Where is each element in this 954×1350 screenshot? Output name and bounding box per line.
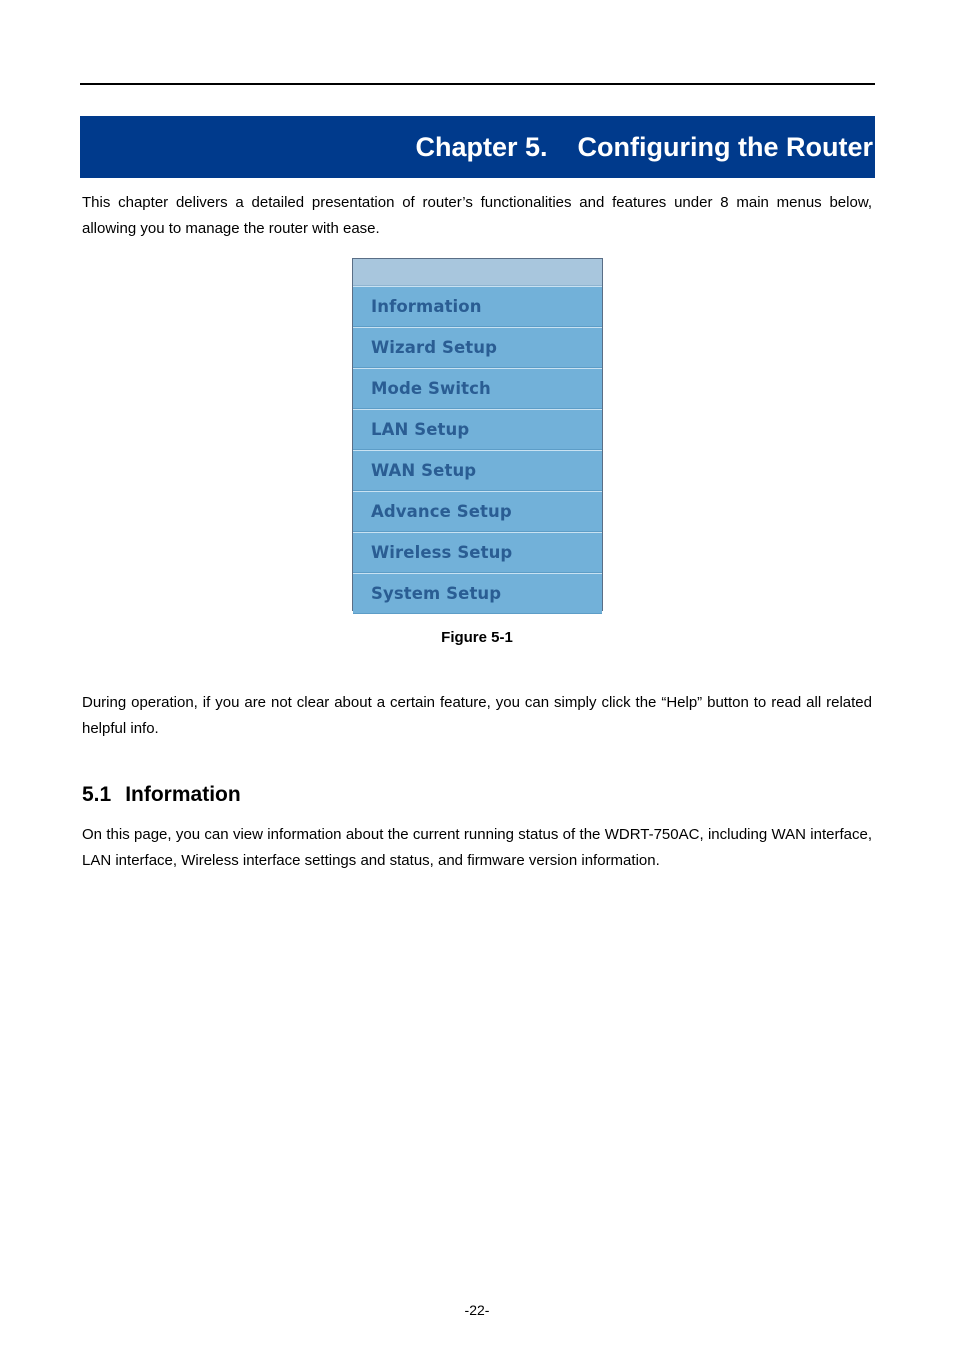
menu-item-label: WAN Setup: [371, 461, 477, 480]
menu-item-wizard-setup[interactable]: [353, 327, 602, 368]
menu-item-system-setup[interactable]: [353, 573, 602, 614]
page-number: -22-: [464, 1302, 490, 1318]
menu-item-label: Information: [371, 297, 482, 316]
menu-item-label: Mode Switch: [371, 379, 491, 398]
top-rule: [80, 83, 875, 85]
section-title: Information: [125, 783, 241, 806]
menu-item-label: Wizard Setup: [371, 338, 498, 357]
menu-header: [353, 259, 602, 286]
section-number: 5.1: [82, 783, 112, 806]
section-heading: [82, 783, 241, 807]
menu-item-label: Advance Setup: [371, 502, 512, 521]
chapter-number: Chapter 5.: [415, 131, 548, 162]
figure-caption: Figure 5-1: [441, 629, 513, 646]
menu-item-information[interactable]: [353, 286, 602, 327]
menu-item-lan-setup[interactable]: [353, 409, 602, 450]
chapter-title: Configuring the Router: [577, 131, 873, 162]
menu-item-label: LAN Setup: [371, 420, 470, 439]
menu-item-mode-switch[interactable]: [353, 368, 602, 409]
information-paragraph: On this page, you can view information about the current running status of the WDRT-750AC, including WAN interface, LAN interface, Wireless interface settings and status, and firmware version information.: [82, 826, 872, 869]
chapter-banner: [80, 116, 875, 178]
menu-item-wan-setup[interactable]: [353, 450, 602, 491]
main-menu-figure: [352, 258, 603, 611]
menu-item-label: System Setup: [371, 584, 502, 603]
intro-paragraph: This chapter delivers a detailed presentation of router’s functionalities and features under 8 main menus below, allowing you to manage the router with ease.: [82, 194, 872, 237]
menu-item-wireless-setup[interactable]: [353, 532, 602, 573]
help-paragraph: During operation, if you are not clear about a certain feature, you can simply click the “Help” button to read all related helpful info.: [82, 694, 872, 737]
menu-item-advance-setup[interactable]: [353, 491, 602, 532]
menu-item-label: Wireless Setup: [371, 543, 513, 562]
